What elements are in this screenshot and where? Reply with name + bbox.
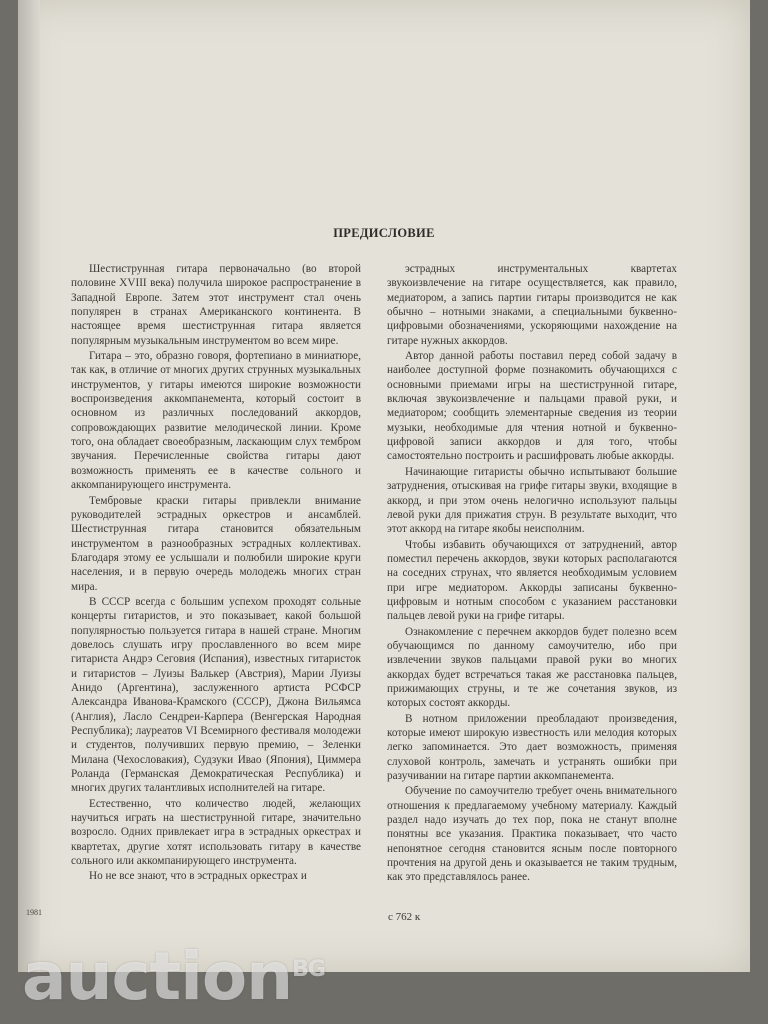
footer-code: с 762 к <box>388 911 421 923</box>
paragraph: эстрадных инструментальных квартетах звукоизвлечение на гитаре осуществляется, как правило, медиатором, а запись партии гитары производится не как обычно – нотными знаками, а специальными буквенно-цифровыми обозначениями, ускоряющими нахождение на гитаре нужных аккордов. <box>387 263 677 347</box>
paragraph: Ознакомление с перечнем аккордов будет полезно всем обучающимся по данному самоучителю, ибо при извлечении звуков пальцами правой руки во многих аккордах будет встречаться такая же расстановка пальцев, прижимающих струны, и те же сочетания звуков, из которых состоят аккорды. <box>387 625 677 710</box>
paragraph: Автор данной работы поставил перед собой задачу в наиболее доступной форме познакомить обучающихся с основными приемами игры на шестиструнной гитаре, включая звукоизвлечение и пальцами правой руки, и медиатором; сообщить элементарные сведения из теории музыки, необходимые для чтения нотной и буквенно-цифровой записи аккордов и для того, чтобы самостоятельно построить и расшифровать любые аккорды. <box>387 350 677 463</box>
watermark-logo: auction$^{BG}$ <box>22 938 325 1015</box>
paragraph: Тембровые краски гитары привлекли внимание руководителей эстрадных оркестров и ансамблей. Шестиструнная гитара становится обязательным инструментом в разнообразных эстрадных коллективах. Благодаря этому ее услышали и полюбили широкие круги населения, и в первую очередь молодежь многих стран мира. <box>71 494 361 593</box>
side-mark: 1981 <box>26 908 42 917</box>
book-page <box>18 0 750 972</box>
paragraph: Чтобы избавить обучающихся от затруднений, автор поместил перечень аккордов, звуки которых располагаются на соседних струнах, что является необходимым условием при игре медиатором. Аккорды записаны буквенно-цифровым и нотным способом с указанием расстановки пальцев левой руки на грифе гитары. <box>387 538 677 623</box>
paragraph: Естественно, что количество людей, желающих научиться играть на шестиструнной гитаре, значительно возросло. Одних привлекает игра в эстрадных оркестрах и квартетах, другие хотят использовать гитару в качестве сольного или аккомпанирующего инструмента. <box>71 797 361 868</box>
page-spine-shadow <box>18 0 40 972</box>
paragraph: Гитара – это, образно говоря, фортепиано в миниатюре, так как, в отличие от многих других струнных музыкальных инструментов, у гитары имеются широкие возможности воспроизведения аккомпанемента, который состоит в основном из различных последований аккордов, сопровождающих развитие мелодической линии. Кроме того, она обладает своеобразным, ласкающим слух тембром звучания. Перечисленные свойства гитары дают возможность применять ее в качестве сольного и аккомпанирующего инструмента. <box>71 350 361 492</box>
right-column <box>387 262 677 886</box>
left-column <box>71 262 361 885</box>
paragraph: Обучение по самоучителю требует очень внимательного отношения к предлагаемому учебному материалу. Каждый раздел надо изучать до тех пор, пока не станут вполне понятны все указания. Практика показывает, что часто непонятное сегодня становится ясным после повторного прочтения на другой день и оказывается не таким трудным, как это представлялось ранее. <box>387 785 677 884</box>
paragraph: Начинающие гитаристы обычно испытывают большие затруднения, отыскивая на грифе гитары звуки, входящие в аккорд, и при этом очень нелогично используют пальцы левой руки для прижатия струн. В результате выходит, что этот аккорд на гитаре якобы неисполним. <box>387 465 677 536</box>
paragraph: В СССР всегда с большим успехом проходят сольные концерты гитаристов, и это показывает, какой большой популярностью пользуется гитара в нашей стране. Многим довелось слушать игру прославленного во всем мире гитариста Андрэ Сеговия (Испания), известных гитаристок и гитаристов – Луизы Валькер (Австрия), Марии Луизы Анидо (Аргентина), заслуженного артиста РСФСР Александра Иванова-Крамского (СССР), Джона Вильямса (Англия), Ласло Сендреи-Карпера (Венгерская Народная Республика); лауреатов VI Всемирного фестиваля молодежи и студентов, получивших первую премию, – Зеленки Милана (Чехословакия), Судзуки Ивао (Япония), Циммера Роланда (Германская Демократическая Республика) и многих других талантливых исполнителей на гитаре. <box>71 595 361 795</box>
paragraph: Шестиструнная гитара первоначально (во второй половине XVIII века) получила широкое распространение в Западной Европе. Затем этот инструмент стал очень популярен в странах Американского континента. В настоящее время шестиструнная гитара является популярным музыкальным инструментом во всем мире. <box>71 263 361 347</box>
paragraph: В нотном приложении преобладают произведения, которые имеют широкую известность или мелодия которых легко запоминается. Это дает возможность, применяя слуховой контроль, замечать и устранять ошибки при разучивании на гитаре партии аккомпанемента. <box>387 712 677 783</box>
paragraph: Но не все знают, что в эстрадных оркестрах и <box>89 870 307 883</box>
page-title: ПРЕДИСЛОВИЕ <box>333 226 435 240</box>
